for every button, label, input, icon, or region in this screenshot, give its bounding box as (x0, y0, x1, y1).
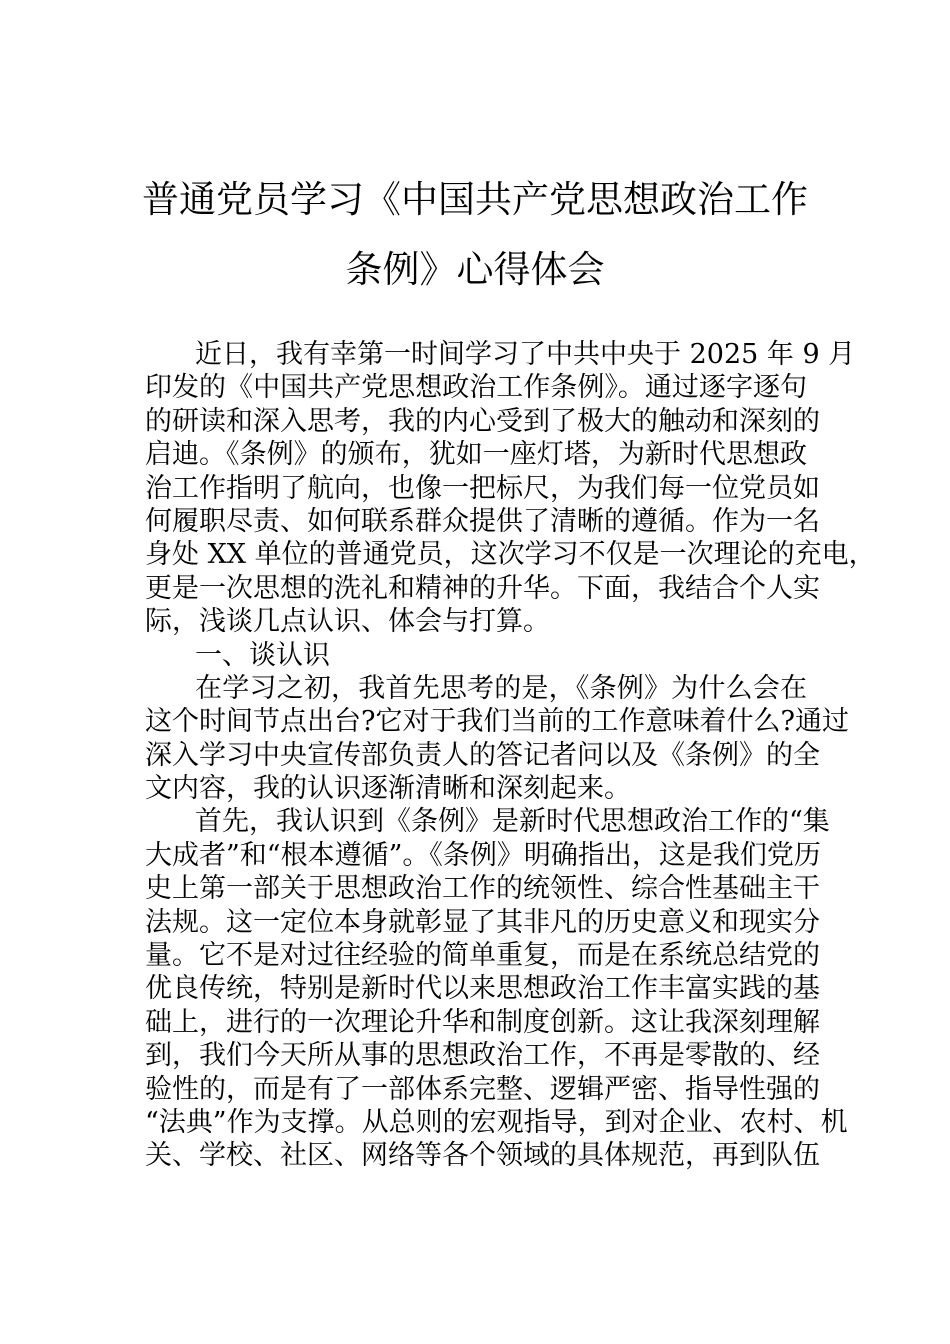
document-body (145, 338, 876, 1173)
text-line: 印发的《中国共产党思想政治工作条例》。通过逐字逐句 (145, 372, 807, 404)
text-line: 到，我们今天所从事的思想政治工作，不再是零散的、经 (145, 1040, 820, 1072)
text-line: 何履职尽责、如何联系群众提供了清晰的遵循。作为一名 (145, 505, 820, 537)
text-line: 近日，我有幸第一时间学习了中共中央于 2025 年 9 月 (195, 339, 856, 370)
text-line: 史上第一部关于思想政治工作的统领性、综合性基础主干 (145, 873, 820, 905)
text-line: 治工作指明了航向，也像一把标尺，为我们每一位党员如 (145, 472, 820, 504)
text-line: “法典”作为支撑。从总则的宏观指导，到对企业、农村、机 (145, 1106, 848, 1138)
text-line: 际，浅谈几点认识、体会与打算。 (145, 606, 550, 638)
text-line: 量。它不是对过往经验的简单重复，而是在系统总结党的 (145, 940, 820, 972)
paragraph (145, 672, 849, 806)
paragraph (145, 805, 848, 1172)
text-line: 更是一次思想的洗礼和精神的升华。下面，我结合个人实 (145, 572, 820, 604)
section-heading (145, 639, 807, 672)
paragraph (145, 338, 876, 639)
document-title-line-1: 普通党员学习《中国共产党思想政治工作 (142, 178, 808, 221)
text-line: 大成者”和“根本遵循”。《条例》明确指出，这是我们党历 (145, 839, 821, 871)
text-line: 一、谈认识 (195, 639, 330, 671)
text-line: 这个时间节点出台?它对于我们当前的工作意味着什么?通过 (145, 706, 849, 738)
text-line: 优良传统，特别是新时代以来思想政治工作丰富实践的基 (145, 973, 820, 1005)
text-line: 础上，进行的一次理论升华和制度创新。这让我深刻理解 (145, 1006, 820, 1038)
text-line: 深入学习中央宣传部负责人的答记者问以及《条例》的全 (145, 739, 820, 771)
text-line: 身处 XX 单位的普通党员，这次学习不仅是一次理论的充电， (145, 539, 876, 571)
text-line: 在学习之初，我首先思考的是，《条例》为什么会在 (195, 672, 807, 704)
text-line: 文内容，我的认识逐渐清晰和深刻起来。 (145, 773, 631, 805)
text-line: 启迪。《条例》的颁布，犹如一座灯塔，为新时代思想政 (145, 439, 807, 471)
text-line: 首先，我认识到《条例》是新时代思想政治工作的“集 (195, 806, 830, 838)
text-line: 验性的，而是有了一部体系完整、逻辑严密、指导性强的 (145, 1073, 820, 1105)
text-line: 的研读和深入思考，我的内心受到了极大的触动和深刻的 (145, 405, 820, 437)
document-title-line-2: 条例》心得体会 (345, 248, 605, 291)
text-line: 关、学校、社区、网络等各个领域的具体规范，再到队伍 (145, 1140, 820, 1172)
text-line: 法规。这一定位本身就彰显了其非凡的历史意义和现实分 (145, 906, 820, 938)
